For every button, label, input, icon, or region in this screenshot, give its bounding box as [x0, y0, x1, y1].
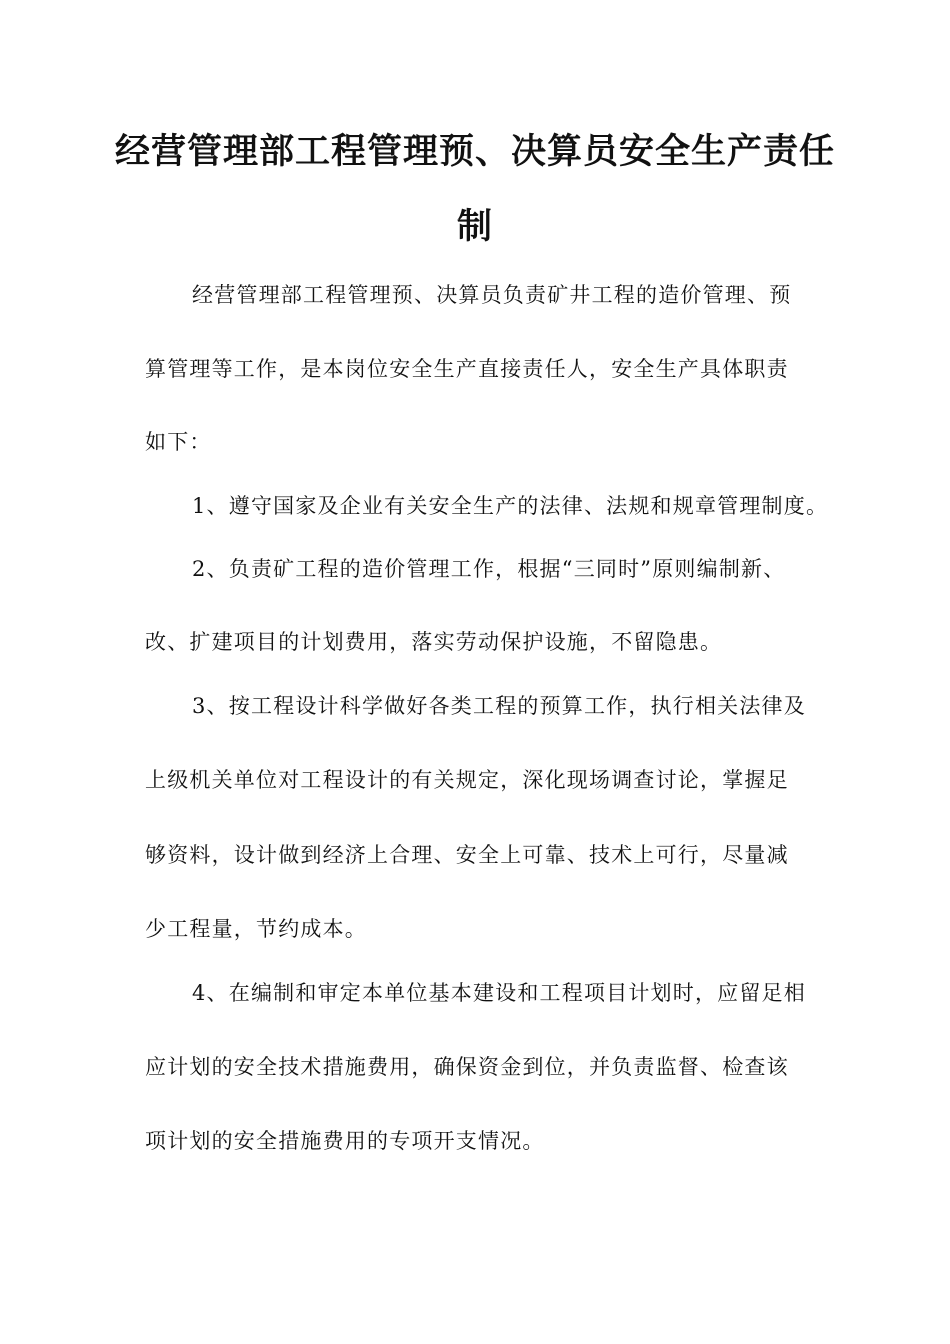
item-2-line-2: 改、扩建项目的计划费用，落实劳动保护设施，不留隐患。	[145, 630, 723, 654]
document-title-line-2: 制	[456, 207, 493, 247]
intro-paragraph-line-3: 如下：	[145, 430, 212, 454]
item-4-line-3: 项计划的安全措施费用的专项开支情况。	[145, 1129, 545, 1153]
item-2-line-1: 2、负责矿工程的造价管理工作，根据“三同时”原则编制新、	[192, 557, 786, 581]
intro-paragraph-line-2: 算管理等工作，是本岗位安全生产直接责任人，安全生产具体职责	[145, 357, 789, 381]
intro-paragraph-line-1: 经营管理部工程管理预、决算员负责矿井工程的造价管理、预	[192, 283, 792, 307]
item-4-line-1: 4、在编制和审定本单位基本建设和工程项目计划时，应留足相	[192, 981, 806, 1005]
item-1-line-1: 1、遵守国家及企业有关安全生产的法律、法规和规章管理制度。	[192, 494, 829, 518]
item-3-line-4: 少工程量，节约成本。	[145, 917, 367, 941]
item-4-line-2: 应计划的安全技术措施费用，确保资金到位，并负责监督、检查该	[145, 1055, 789, 1079]
item-3-line-1: 3、按工程设计科学做好各类工程的预算工作，执行相关法律及	[192, 694, 806, 718]
item-3-line-3: 够资料，设计做到经济上合理、安全上可靠、技术上可行，尽量减	[145, 843, 789, 867]
item-3-line-2: 上级机关单位对工程设计的有关规定，深化现场调查讨论，掌握足	[145, 768, 789, 792]
document-title-line-1: 经营管理部工程管理预、决算员安全生产责任	[114, 132, 835, 172]
